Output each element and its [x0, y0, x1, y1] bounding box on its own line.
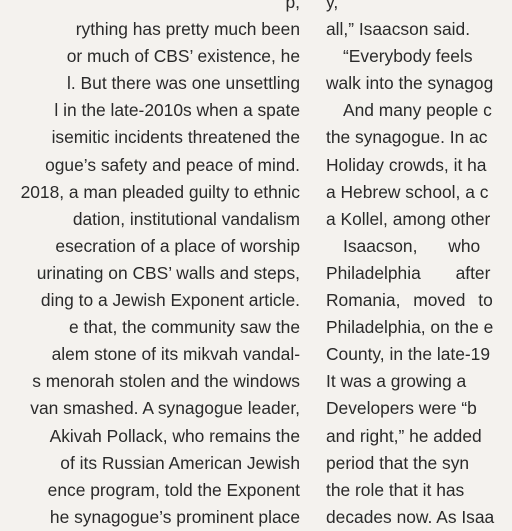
article-line: Philadelphia, on the e [326, 317, 494, 338]
article-line: ding to a Jewish Exponent article. [40, 290, 300, 311]
article-line: Holiday crowds, it ha [326, 154, 487, 175]
article-line: the role that it has [326, 479, 465, 500]
article-line: Isaacson, who [343, 235, 481, 256]
article-line: urinating on CBS’ walls and steps, [36, 262, 300, 283]
article-line: all,” Isaacson said. [326, 19, 471, 40]
article-line: 2018, a man pleaded guilty to ethnic [20, 181, 300, 202]
right-article-column [326, 0, 512, 531]
article-line: p, [285, 0, 300, 12]
article-line: Romania, moved to [326, 290, 493, 311]
article-line: Philadelphia after [326, 262, 491, 283]
article-line: alem stone of its mikvah vandal- [51, 344, 300, 365]
article-line: e that, the community saw the [68, 317, 300, 338]
article-line: esecration of a place of worship [55, 235, 300, 256]
article-line: County, in the late-19 [326, 344, 491, 365]
article-line: y, [326, 0, 339, 12]
article-line: rything has pretty much been [75, 19, 300, 40]
article-line: walk into the synagog [326, 73, 494, 94]
article-line: l. But there was one unsettling [67, 73, 300, 94]
article-line: and right,” he added [326, 425, 482, 446]
article-line: period that the syn [326, 452, 470, 473]
article-line: of its Russian American Jewish [60, 452, 300, 473]
article-line: l in the late-2010s when a spate [54, 100, 300, 121]
article-line: a Hebrew school, a c [326, 181, 489, 202]
article-line: And many people c [343, 100, 492, 121]
article-line: decades now. As Isaa [326, 506, 495, 527]
article-line: “Everybody feels [343, 46, 473, 67]
article-line: Akivah Pollack, who remains the [49, 425, 300, 446]
article-line: a Kollel, among other [326, 208, 491, 229]
article-line: or much of CBS’ existence, he [66, 46, 300, 67]
article-line: ence program, told the Exponent [47, 479, 300, 500]
article-line: ogue’s safety and peace of mind. [45, 154, 300, 175]
article-line: dation, institutional vandalism [72, 208, 300, 229]
article-line: isemitic incidents threatened the [51, 127, 300, 148]
article-line: the synagogue. In ac [326, 127, 488, 148]
article-line: van smashed. A synagogue leader, [30, 398, 300, 419]
article-line: he synagogue’s prominent place [49, 506, 300, 527]
article-line: s menorah stolen and the windows [32, 371, 300, 392]
article-line: It was a growing a [326, 371, 467, 392]
article-line: Developers were “b [326, 398, 477, 419]
